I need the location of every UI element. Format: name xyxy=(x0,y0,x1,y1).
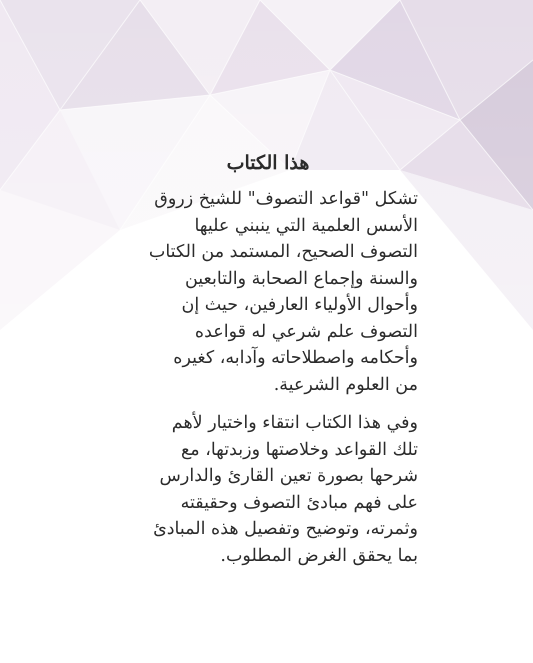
text-line: شرحها بصورة تعين القارئ والدارس xyxy=(159,466,418,486)
text-line: وفي هذا الكتاب انتقاء واختيار لأهم xyxy=(171,413,418,433)
book-description xyxy=(118,150,418,569)
text-line: وأحوال الأولياء العارفين، حيث إن xyxy=(181,295,418,315)
text-line: والسنة وإجماع الصحابة والتابعين xyxy=(184,268,418,289)
paragraph-1 xyxy=(118,186,418,398)
text-line: وأحكامه واصطلاحاته وآدابه، كغيره xyxy=(173,348,418,368)
text-line: وثمرته، وتوضيح وتفصيل هذه المبادئ xyxy=(153,519,418,539)
paragraph-2 xyxy=(118,410,418,569)
section-title: هذا الكتاب xyxy=(226,152,310,174)
text-line: التصوف الصحيح، المستمد من الكتاب xyxy=(148,242,418,262)
text-line: على فهم مبادئ التصوف وحقيقته xyxy=(180,492,418,513)
text-line: تشكل "قواعد التصوف" للشيخ زروق xyxy=(154,189,418,209)
text-line: تلك القواعد وخلاصتها وزبدتها، مع xyxy=(180,439,418,460)
text-line: بما يحقق الغرض المطلوب. xyxy=(220,545,418,566)
text-line: الأسس العلمية التي ينبني عليها xyxy=(194,215,418,236)
text-line: من العلوم الشرعية. xyxy=(273,374,418,395)
text-line: التصوف علم شرعي له قواعده xyxy=(194,321,418,342)
